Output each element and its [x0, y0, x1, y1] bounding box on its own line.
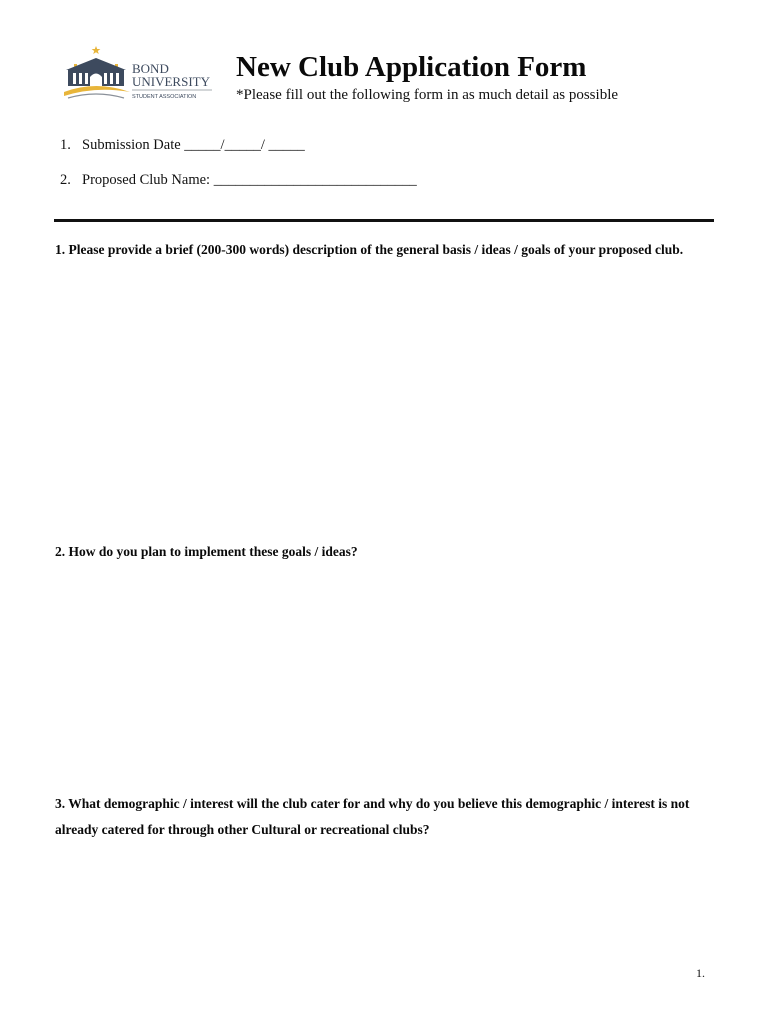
field-label: Proposed Club Name: ____________________________ [82, 172, 417, 188]
field-number: 2. [60, 172, 71, 188]
question-3: 3. What demographic / interest will the club cater for and why do you believe this demographic / interest is not already catered for through other Cultural or recreational clubs? [55, 796, 690, 837]
form-subtitle: *Please fill out the following form in as much detail as possible [236, 87, 619, 103]
answer-area-1[interactable] [55, 292, 705, 532]
section-divider [54, 219, 714, 222]
logo-graphic [58, 44, 220, 110]
answer-area-2[interactable] [55, 570, 705, 785]
question-1: 1. Please provide a brief (200-300 words) description of the general basis / ideas / goals of your proposed club. [55, 242, 684, 257]
answer-area-3[interactable] [55, 848, 705, 958]
proposed-club-name-field[interactable] [60, 171, 417, 189]
page-number: 1. [696, 966, 705, 980]
field-number: 1. [60, 137, 71, 153]
bond-university-student-association-logo [58, 44, 220, 110]
field-label: Submission Date _____/_____/ _____ [82, 137, 305, 153]
question-2: 2. How do you plan to implement these goals / ideas? [55, 544, 358, 559]
submission-date-field[interactable] [60, 136, 305, 154]
logo-line3: STUDENT ASSOCIATION [132, 94, 197, 100]
star-icon [92, 46, 101, 54]
logo-line1: BOND [132, 61, 169, 76]
form-title: New Club Application Form [236, 51, 587, 83]
logo-line2: UNIVERSITY [132, 74, 210, 89]
